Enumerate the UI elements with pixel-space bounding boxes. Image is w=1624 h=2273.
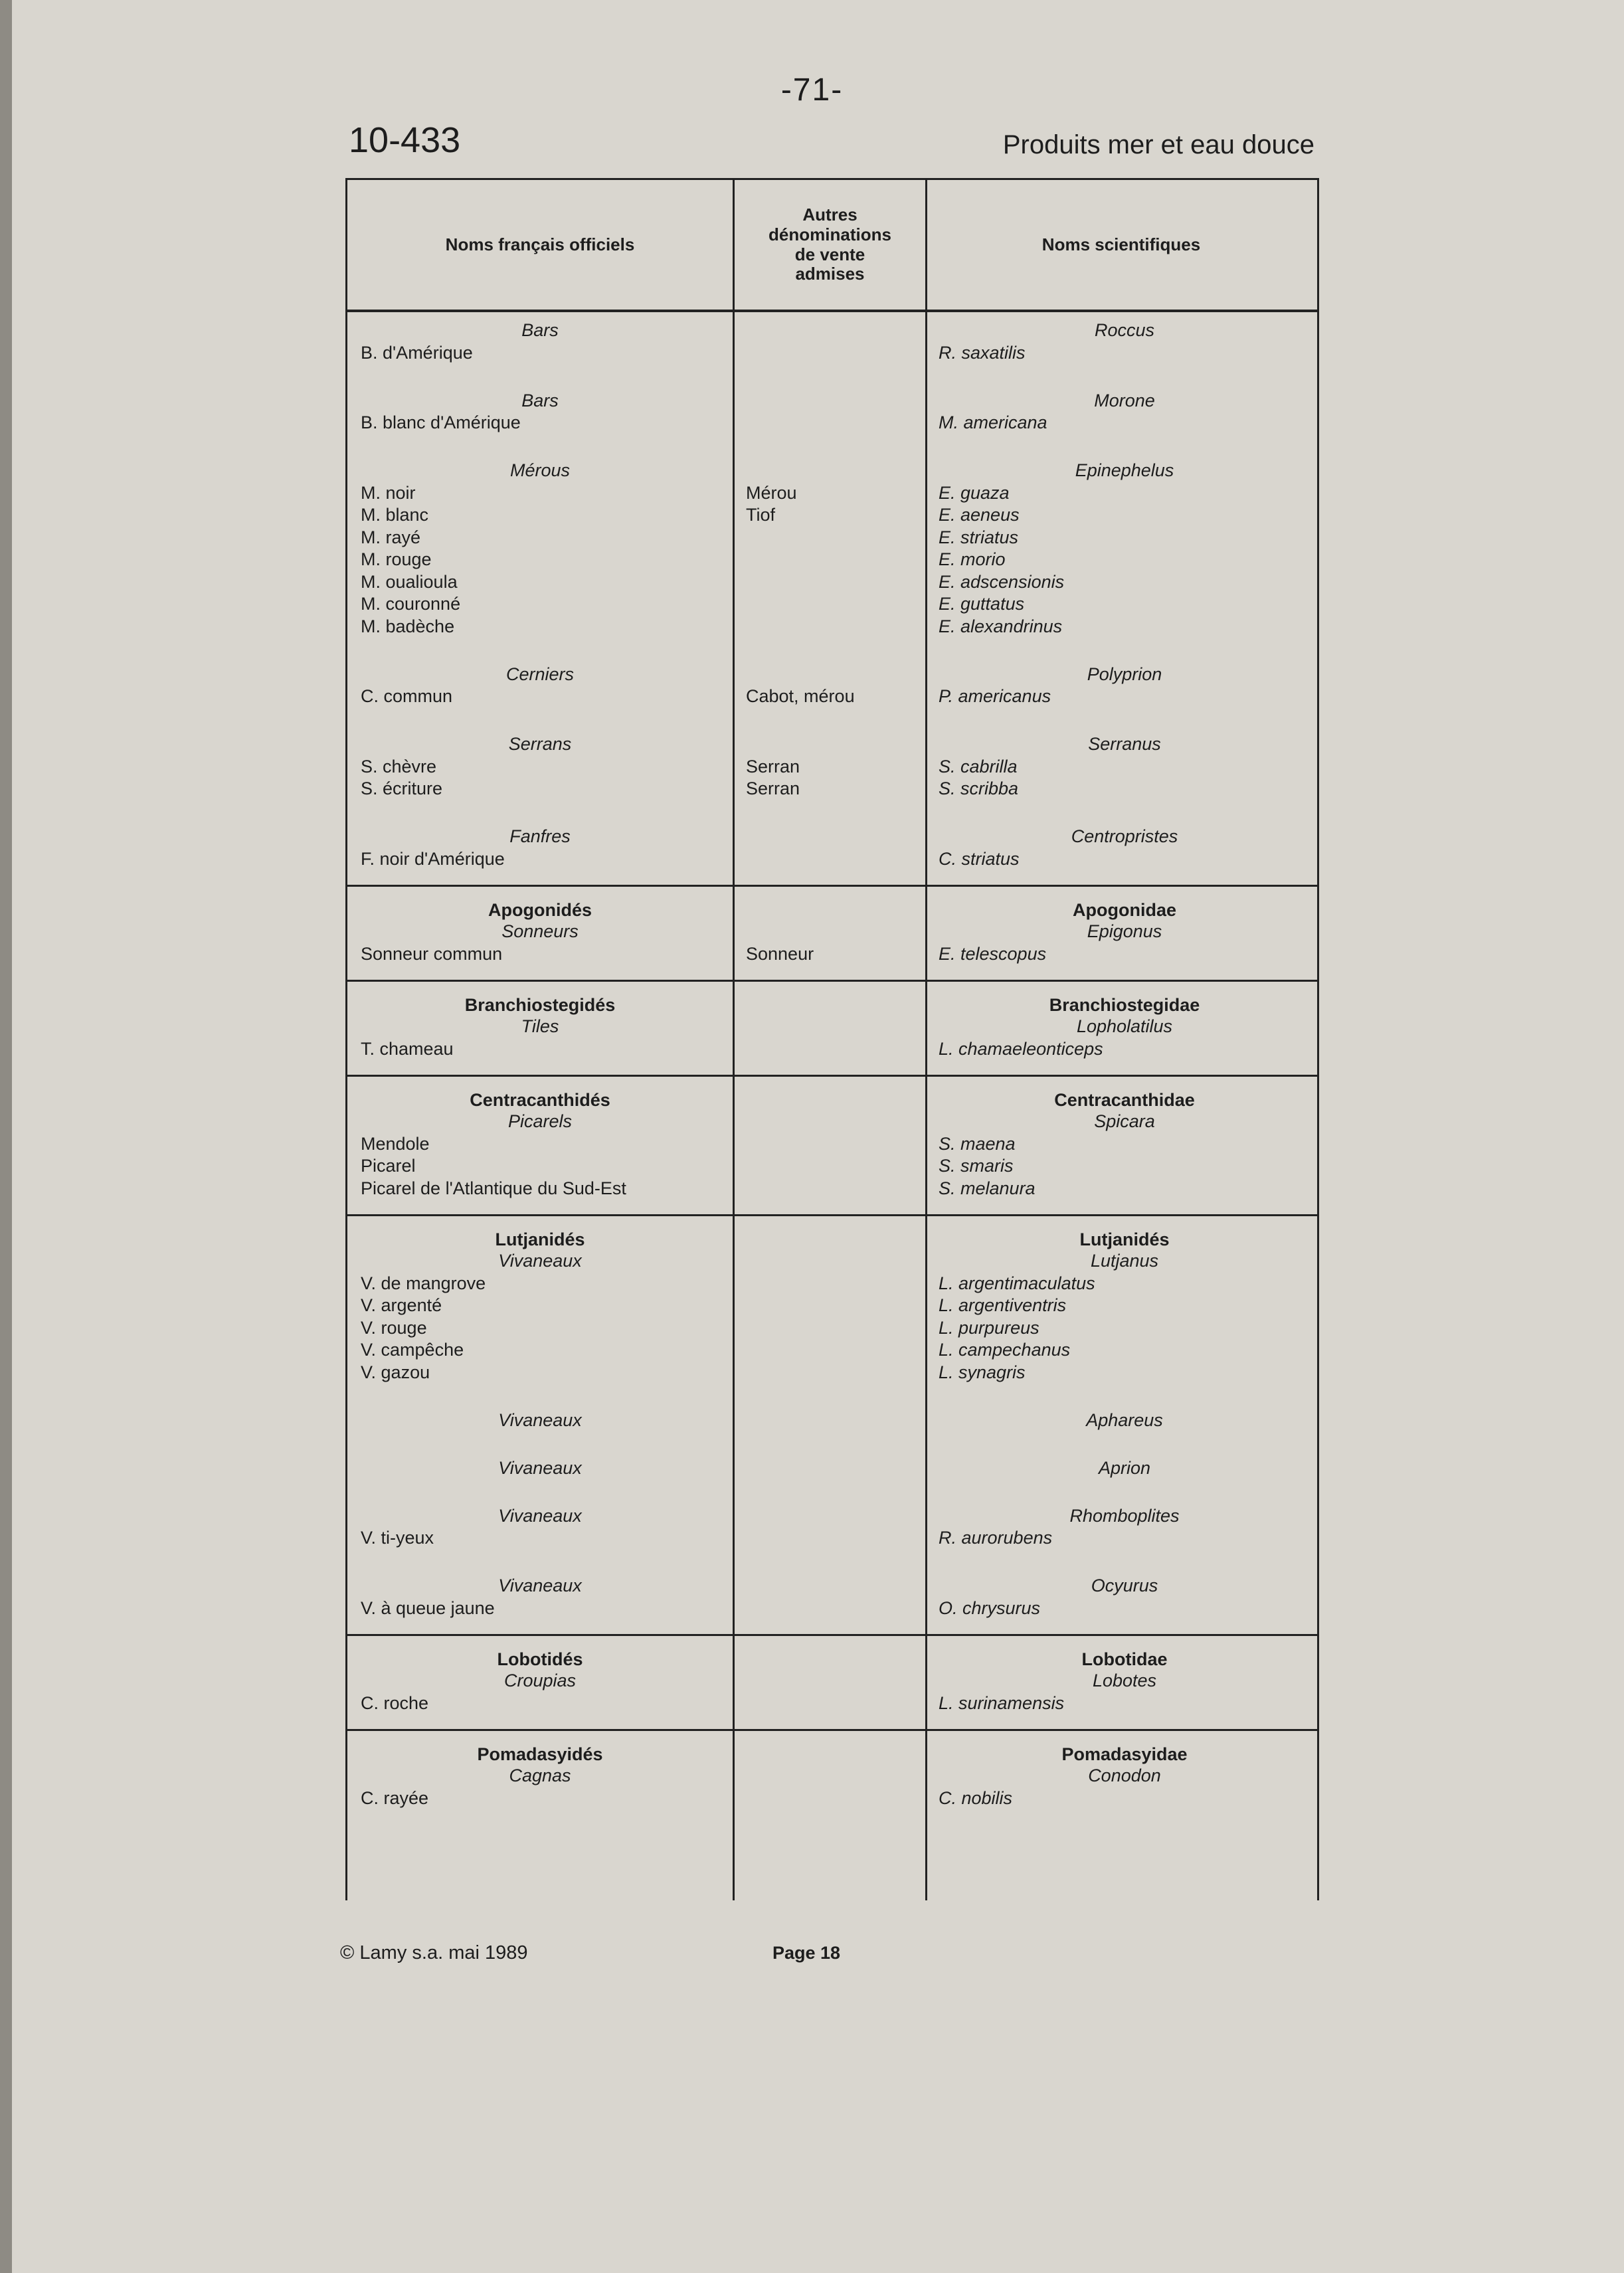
family-name-sci: Pomadasyidae [1061, 1744, 1188, 1764]
species-name-fr: M. couronné [361, 594, 461, 614]
species-name-sci: P. americanus [939, 686, 1051, 706]
other-denomination: Serran [746, 778, 800, 798]
species-name-fr: S. écriture [361, 778, 443, 798]
family-name-sci: Apogonidae [1073, 900, 1176, 920]
family-name-fr: Branchiostegidés [464, 995, 616, 1015]
species-name-fr: F. noir d'Amérique [361, 848, 505, 869]
genus-name-sci: Ocyurus [1091, 1576, 1158, 1595]
genus-name-fr: Bars [521, 390, 559, 410]
header-autres-denominations [735, 180, 925, 310]
genus-name-fr: Bars [521, 320, 559, 340]
genus-name-fr: Serrans [508, 734, 572, 754]
species-name-fr: Mendole [361, 1133, 430, 1154]
genus-name-sci: Aphareus [1086, 1409, 1163, 1430]
genus-name-sci: Polyprion [1087, 664, 1162, 684]
section-title: Produits mer et eau douce [1002, 130, 1314, 159]
species-name-sci: L. purpureus [939, 1317, 1039, 1338]
species-name-sci: R. aurorubens [939, 1528, 1053, 1548]
species-name-fr: V. gazou [361, 1362, 430, 1382]
header-line: de vente [794, 244, 865, 264]
species-name-fr: V. campêche [361, 1340, 464, 1360]
species-name-fr: M. rayé [361, 527, 421, 547]
genus-name-sci: Epigonus [1087, 921, 1162, 941]
genus-name-fr: Tiles [521, 1016, 559, 1036]
other-denomination: Cabot, mérou [746, 686, 855, 706]
species-name-sci: L. argentimaculatus [939, 1273, 1095, 1293]
genus-name-sci: Serranus [1088, 734, 1161, 754]
species-name-sci: L. synagris [939, 1362, 1026, 1382]
genus-name-sci: Lobotes [1092, 1671, 1157, 1690]
family-name-sci: Lutjanidés [1079, 1229, 1170, 1249]
species-name-sci: L. surinamensis [939, 1692, 1065, 1713]
header-noms-francais: Noms français officiels [445, 234, 635, 254]
group-separator [347, 980, 1317, 982]
genus-name-fr: Cagnas [509, 1766, 571, 1785]
species-name-fr: V. de mangrove [361, 1273, 486, 1293]
footer-copyright: © Lamy s.a. mai 1989 [340, 1942, 528, 1963]
group-separator [347, 885, 1317, 887]
other-denomination: Tiof [746, 505, 776, 525]
species-name-sci: E. aeneus [939, 505, 1020, 525]
table-header [347, 180, 1317, 312]
genus-name-fr: Cerniers [505, 664, 575, 684]
genus-name-sci: Lutjanus [1090, 1251, 1159, 1271]
species-name-fr: C. roche [361, 1692, 429, 1713]
species-name-fr: M. rouge [361, 549, 432, 569]
species-name-sci: E. adscensionis [939, 571, 1065, 592]
species-name-sci: E. guttatus [939, 594, 1025, 614]
genus-name-sci: Spicara [1094, 1111, 1155, 1131]
binding-edge [0, 0, 12, 2273]
genus-name-fr: Fanfres [509, 826, 571, 846]
species-name-sci: L. argentiventris [939, 1295, 1067, 1315]
family-name-fr: Lobotidés [497, 1649, 583, 1669]
species-name-fr: T. chameau [361, 1038, 454, 1059]
species-name-fr: M. noir [361, 482, 416, 503]
species-name-sci: S. scribba [939, 778, 1019, 798]
genus-name-sci: Lopholatilus [1076, 1016, 1173, 1036]
genus-name-sci: Aprion [1098, 1457, 1151, 1478]
family-name-fr: Pomadasyidés [477, 1744, 603, 1764]
species-name-sci: C. striatus [939, 848, 1020, 869]
page-number: -71- [780, 72, 844, 108]
species-table [345, 178, 1319, 1900]
species-name-fr: C. rayée [361, 1787, 429, 1808]
family-name-sci: Centracanthidae [1054, 1090, 1195, 1110]
species-name-fr: M. blanc [361, 505, 429, 525]
species-name-sci: E. telescopus [939, 943, 1047, 964]
species-name-fr: Sonneur commun [361, 943, 503, 964]
family-name-fr: Apogonidés [488, 900, 592, 920]
footer-page-label: Page 18 [772, 1943, 841, 1963]
species-name-sci: S. maena [939, 1133, 1016, 1154]
header-line: dénominations [768, 224, 891, 244]
genus-name-sci: Epinephelus [1075, 460, 1174, 480]
species-name-fr: V. rouge [361, 1317, 427, 1338]
species-name-sci: E. striatus [939, 527, 1019, 547]
genus-name-sci: Conodon [1088, 1766, 1161, 1785]
species-name-fr: V. à queue jaune [361, 1597, 495, 1618]
genus-name-fr: Vivaneaux [498, 1505, 582, 1526]
genus-name-sci: Centropristes [1071, 826, 1178, 846]
family-name-sci: Lobotidae [1081, 1649, 1168, 1669]
other-denomination: Serran [746, 756, 800, 776]
species-name-sci: E. morio [939, 549, 1006, 569]
family-name-sci: Branchiostegidae [1049, 995, 1200, 1015]
species-name-fr: B. blanc d'Amérique [361, 412, 521, 432]
column-divider [733, 180, 735, 1900]
header-line: admises [795, 264, 865, 284]
genus-name-fr: Vivaneaux [498, 1409, 582, 1430]
species-name-sci: C. nobilis [939, 1787, 1013, 1808]
genus-name-sci: Rhomboplites [1069, 1505, 1180, 1526]
species-name-fr: Picarel de l'Atlantique du Sud-Est [361, 1178, 626, 1198]
genus-name-fr: Sonneurs [501, 921, 579, 941]
species-name-sci: M. americana [939, 412, 1047, 432]
genus-name-sci: Morone [1094, 390, 1155, 410]
genus-name-fr: Mérous [509, 460, 571, 480]
species-name-fr: V. argenté [361, 1295, 442, 1315]
family-name-fr: Centracanthidés [470, 1090, 610, 1110]
species-name-sci: E. alexandrinus [939, 616, 1063, 636]
genus-name-fr: Vivaneaux [498, 1457, 582, 1478]
species-name-fr: M. oualioula [361, 571, 458, 592]
genus-name-fr: Picarels [507, 1111, 573, 1131]
group-separator [347, 1729, 1317, 1731]
family-name-fr: Lutjanidés [495, 1229, 585, 1249]
genus-name-fr: Vivaneaux [498, 1576, 582, 1595]
species-name-fr: V. ti-yeux [361, 1528, 434, 1548]
species-name-sci: L. campechanus [939, 1340, 1071, 1360]
species-name-sci: S. cabrilla [939, 756, 1018, 776]
group-separator [347, 1214, 1317, 1216]
genus-name-fr: Vivaneaux [498, 1251, 582, 1271]
species-name-sci: E. guaza [939, 482, 1010, 503]
other-denomination: Mérou [746, 482, 797, 503]
group-separator [347, 1075, 1317, 1077]
genus-name-sci: Roccus [1094, 320, 1155, 340]
species-name-sci: S. melanura [939, 1178, 1036, 1198]
genus-name-fr: Croupias [503, 1671, 577, 1690]
species-name-sci: R. saxatilis [939, 342, 1026, 363]
species-name-fr: C. commun [361, 686, 453, 706]
header-line: Autres [802, 204, 857, 225]
species-name-sci: L. chamaeleonticeps [939, 1038, 1103, 1059]
column-divider [925, 180, 927, 1900]
species-name-fr: M. badèche [361, 616, 455, 636]
group-separator [347, 1634, 1317, 1636]
header-noms-scientifiques: Noms scientifiques [1041, 234, 1201, 254]
document-code: 10-433 [349, 120, 461, 160]
species-name-fr: Picarel [361, 1156, 416, 1176]
species-name-fr: B. d'Amérique [361, 342, 473, 363]
species-name-fr: S. chèvre [361, 756, 437, 776]
species-name-sci: O. chrysurus [939, 1597, 1041, 1618]
other-denomination: Sonneur [746, 943, 814, 964]
species-name-sci: S. smaris [939, 1156, 1014, 1176]
